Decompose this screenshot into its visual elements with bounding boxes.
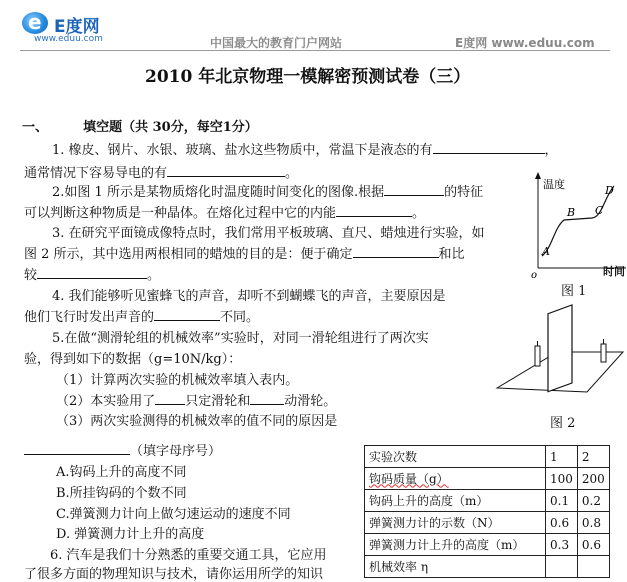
q3-line2 [24, 243, 465, 262]
table-cell: 2 [577, 446, 609, 468]
table-row [365, 468, 610, 490]
table-cell: 0.8 [577, 512, 609, 534]
table-cell: 100 [546, 468, 578, 490]
q5-fill-line [24, 440, 221, 459]
q4-text-2: 他们飞行时发出声音的 [24, 310, 155, 325]
q5-sub2 [56, 390, 336, 409]
logo-subtext: www.eduu.com [34, 34, 103, 44]
q4-text-end: 不同。 [220, 310, 260, 325]
q5-sub2-text: （2）本实验用了 [56, 394, 156, 409]
q3-line1: 3. 在研究平面镜成像特点时，我们常用平板玻璃、直尺、蜡烛进行实验，如 [52, 226, 485, 241]
table-row [365, 490, 610, 512]
q3-text-3: 较 [24, 268, 38, 283]
figure1-y-label: 温度 [543, 178, 565, 191]
q3-line3 [24, 264, 160, 283]
table-cell[interactable] [546, 556, 578, 578]
q1-punct: ， [544, 143, 558, 158]
q5-blank-movable[interactable] [250, 392, 284, 405]
figure1-point-b: B [567, 206, 576, 219]
figure1-caption: 图 1 [561, 284, 587, 299]
q1-blank-2[interactable] [167, 164, 285, 177]
figure2-candle-left [535, 346, 540, 366]
table-cell: 弹簧测力计的示数（N） [365, 512, 546, 534]
q2-blank-1[interactable] [384, 183, 444, 196]
table-cell: 0.2 [577, 490, 609, 512]
q6-line1: 6. 汽车是我们十分熟悉的重要交通工具，它应用 [50, 548, 327, 563]
figure2-candle-right [601, 344, 606, 362]
q2-line2 [24, 202, 425, 221]
q2-text-end: 的特征 [444, 185, 484, 200]
q2-punct: 。 [412, 206, 426, 221]
table-cell: 机械效率 η [365, 556, 546, 578]
q4-blank[interactable] [154, 308, 220, 321]
figure1-origin: o [531, 270, 538, 280]
table-row [365, 512, 610, 534]
table-cell: 钩码质量（g） [365, 468, 546, 490]
q5-sub3: （3）两次实验测得的机械效率的值不同的原因是 [56, 414, 338, 429]
section-heading [22, 116, 258, 135]
logo-text: E度网 [54, 17, 100, 37]
q5-blank-fixed[interactable] [155, 392, 185, 405]
table-cell: 0.3 [546, 534, 578, 556]
table-row [365, 534, 610, 556]
figure1-curve [542, 186, 614, 256]
figure1-point-d: D [605, 184, 614, 197]
q2-text: 2.如图 1 所示是某物质熔化时温度随时间变化的图像.根据 [52, 185, 385, 200]
q3-text-2: 图 2 所示，其中选用两根相同的蜡烛的目的是：便于确定 [24, 247, 353, 262]
section-title: 填空题（共 30分，每空1分） [83, 120, 258, 135]
q5-sub1: （1）计算两次实验的机械效率填入表内。 [56, 373, 299, 388]
logo-icon [22, 12, 48, 34]
header-site: E度网 www.eduu.com [455, 36, 595, 50]
q5-fill-note: （填字母序号） [130, 444, 222, 459]
table-row [365, 446, 610, 468]
figure2-illustration [495, 300, 625, 400]
q3-punct: 。 [147, 268, 161, 283]
figure2-caption: 图 2 [550, 416, 576, 431]
q3-blank-1[interactable] [353, 245, 439, 258]
table-cell: 1 [546, 446, 578, 468]
q5-option-a: A.钩码上升的高度不同 [56, 465, 187, 480]
q5-line1: 5.在做“测滑轮组的机械效率”实验时，对同一滑轮组进行了两次实 [52, 331, 429, 346]
q6-line2: 了很多方面的物理知识与技术，请你运用所学的知识 [24, 567, 324, 582]
figure1-x-label: 时间 [603, 265, 625, 278]
figure2-glass-plate [548, 305, 572, 392]
section-number: 一、 [22, 120, 49, 135]
q5-blank-reason[interactable] [24, 442, 130, 455]
q5-option-b: B.所挂钩码的个数不同 [56, 486, 187, 501]
q2-blank-2[interactable] [336, 204, 412, 217]
q1-line2 [24, 162, 298, 181]
figure1-point-c: C [595, 204, 604, 217]
q2-text-2: 可以判断这种物质是一种晶体。在熔化过程中它的内能 [24, 206, 337, 221]
figure1-point-a: A [542, 245, 550, 258]
header-slogan: 中国最大的教育门户网站 [210, 36, 343, 50]
table-cell: 200 [577, 468, 609, 490]
q5-option-d: D. 弹簧测力计上升的高度 [56, 527, 205, 542]
table-cell: 0.6 [577, 534, 609, 556]
table-cell: 弹簧测力计上升的高度（m） [365, 534, 546, 556]
experiment-table [364, 445, 610, 578]
table-cell[interactable] [577, 556, 609, 578]
q1-text: 1. 橡皮、钢片、水银、玻璃、盐水这些物质中，常温下是液态的有 [52, 143, 433, 158]
q5-sub2-text-2: 只定滑轮和 [185, 394, 251, 409]
q5-line2: 验，得到如下的数据（g=10N/kg）： [24, 352, 242, 367]
header-divider [20, 50, 610, 51]
table-cell: 钩码上升的高度（m） [365, 490, 546, 512]
q1-punct-2: 。 [285, 166, 299, 181]
page-title: 2010 年北京物理一模解密预测试卷（三） [145, 67, 471, 87]
q4-line1: 4. 我们能够听见蜜蜂飞的声音，却听不到蝴蝶飞的声音，主要原因是 [52, 289, 446, 304]
q2-line1 [52, 181, 483, 200]
table-cell: 实验次数 [365, 446, 546, 468]
q1-line1 [52, 139, 558, 158]
q3-blank-2[interactable] [37, 266, 147, 279]
figure1-y-arrow [535, 172, 541, 179]
q1-blank-1[interactable] [433, 141, 545, 154]
q4-line2 [24, 306, 259, 325]
q5-option-c: C.弹簧测力计向上做匀速运动的速度不同 [56, 507, 291, 522]
table-row [365, 556, 610, 578]
q3-text-end: 和比 [438, 247, 465, 262]
q5-sub2-text-3: 动滑轮。 [284, 394, 337, 409]
q1-text-2: 通常情况下容易导电的有 [24, 166, 168, 181]
table-cell: 0.6 [546, 512, 578, 534]
table-cell: 0.1 [546, 490, 578, 512]
